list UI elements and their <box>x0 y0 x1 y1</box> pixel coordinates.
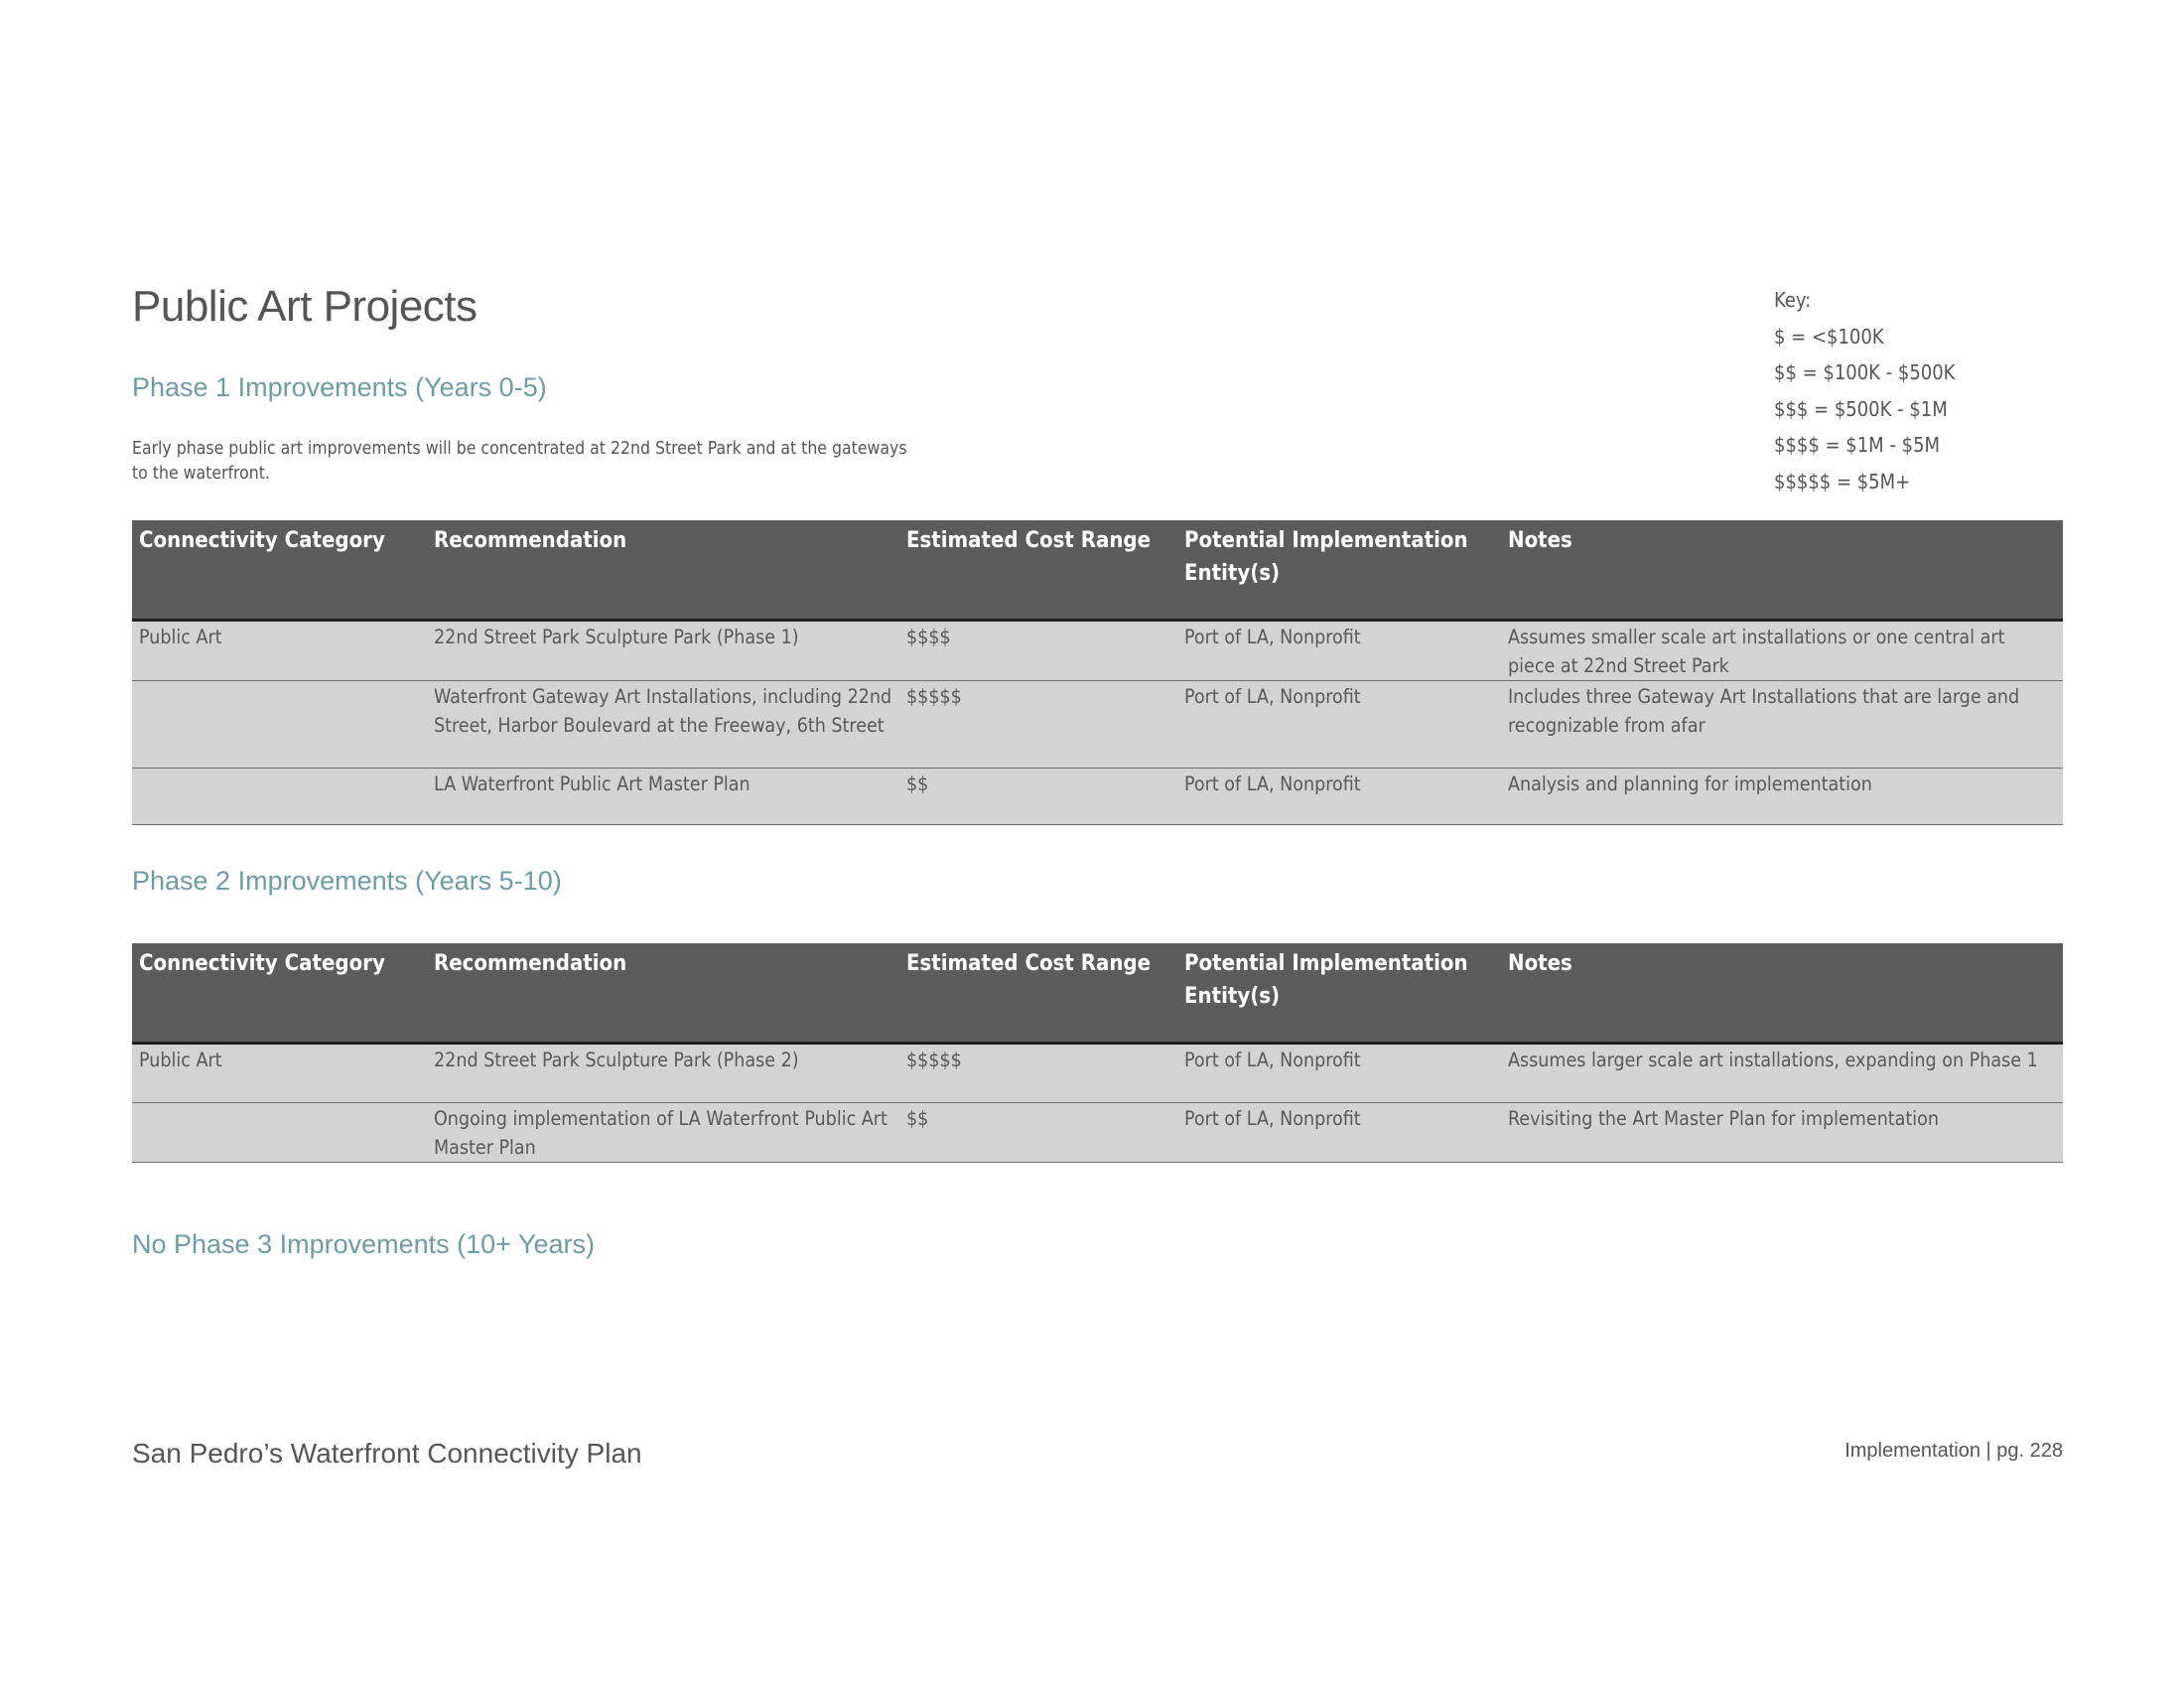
phase-2-heading: Phase 2 Improvements (Years 5-10) <box>132 866 562 896</box>
table-cell: Public Art <box>132 621 427 681</box>
table-cell: $$$$ <box>899 621 1177 681</box>
table-cell: Port of LA, Nonprofit <box>1177 1103 1501 1163</box>
cost-key-item: $$$ = $500K - $1M <box>1774 396 1948 421</box>
table-cell: Public Art <box>132 1044 427 1103</box>
cost-key-item: $$$$ = $1M - $5M <box>1774 433 1941 458</box>
table-cell: Port of LA, Nonprofit <box>1177 621 1501 681</box>
table-header-row <box>132 943 2063 1044</box>
cost-key-item: $$ = $100K - $500K <box>1774 360 1956 385</box>
phase-3-heading: No Phase 3 Improvements (10+ Years) <box>132 1229 596 1259</box>
column-header: Potential Implementation Entity(s) <box>1177 943 1501 1044</box>
cost-key-item: $$$$$ = $5M+ <box>1774 469 1911 493</box>
table-cell: $$$$$ <box>899 681 1177 769</box>
column-header: Recommendation <box>427 520 899 621</box>
page-title: Public Art Projects <box>132 282 478 331</box>
footer-document-title: San Pedro’s Waterfront Connectivity Plan <box>132 1438 642 1469</box>
table-cell <box>132 681 427 769</box>
cost-key-label: Key: <box>1774 288 1812 312</box>
cost-key-item: $ = <$100K <box>1774 324 1884 349</box>
column-header: Connectivity Category <box>132 943 427 1044</box>
table-cell: LA Waterfront Public Art Master Plan <box>427 769 899 825</box>
table-row <box>132 621 2063 681</box>
table-cell: Waterfront Gateway Art Installations, including 22nd Street, Harbor Boulevard at the Freeway, 6th Street <box>427 681 899 769</box>
column-header: Estimated Cost Range <box>899 943 1177 1044</box>
table-cell: $$ <box>899 769 1177 825</box>
table-cell: Assumes larger scale art installations, expanding on Phase 1 <box>1501 1044 2063 1103</box>
table-header-row <box>132 520 2063 621</box>
table-cell: 22nd Street Park Sculpture Park (Phase 2) <box>427 1044 899 1103</box>
column-header: Notes <box>1501 520 2063 621</box>
table-cell: Assumes smaller scale art installations or one central art piece at 22nd Street Park <box>1501 621 2063 681</box>
phase-1-intro: Early phase public art improvements will be concentrated at 22nd Street Park and at the gateways to the waterfront. <box>132 439 907 484</box>
phase-1-table <box>132 520 2063 825</box>
table-cell: 22nd Street Park Sculpture Park (Phase 1) <box>427 621 899 681</box>
column-header: Connectivity Category <box>132 520 427 621</box>
table-cell: Includes three Gateway Art Installations that are large and recognizable from afar <box>1501 681 2063 769</box>
table-cell: Port of LA, Nonprofit <box>1177 769 1501 825</box>
table-cell <box>132 769 427 825</box>
table-cell: Port of LA, Nonprofit <box>1177 681 1501 769</box>
cost-key <box>1774 282 1955 500</box>
column-header: Recommendation <box>427 943 899 1044</box>
column-header: Notes <box>1501 943 2063 1044</box>
phase-1-heading: Phase 1 Improvements (Years 0-5) <box>132 372 547 402</box>
footer-page-number: Implementation | pg. 228 <box>1844 1440 2063 1462</box>
table-row <box>132 769 2063 825</box>
table-row <box>132 681 2063 769</box>
table-cell: $$ <box>899 1103 1177 1163</box>
table-cell: Ongoing implementation of LA Waterfront Public Art Master Plan <box>427 1103 899 1163</box>
table-cell: Revisiting the Art Master Plan for implementation <box>1501 1103 2063 1163</box>
column-header: Estimated Cost Range <box>899 520 1177 621</box>
table-row <box>132 1103 2063 1163</box>
column-header: Potential Implementation Entity(s) <box>1177 520 1501 621</box>
table-cell: $$$$$ <box>899 1044 1177 1103</box>
table-cell: Analysis and planning for implementation <box>1501 769 2063 825</box>
phase-2-table <box>132 943 2063 1163</box>
table-row <box>132 1044 2063 1103</box>
table-cell: Port of LA, Nonprofit <box>1177 1044 1501 1103</box>
table-cell <box>132 1103 427 1163</box>
